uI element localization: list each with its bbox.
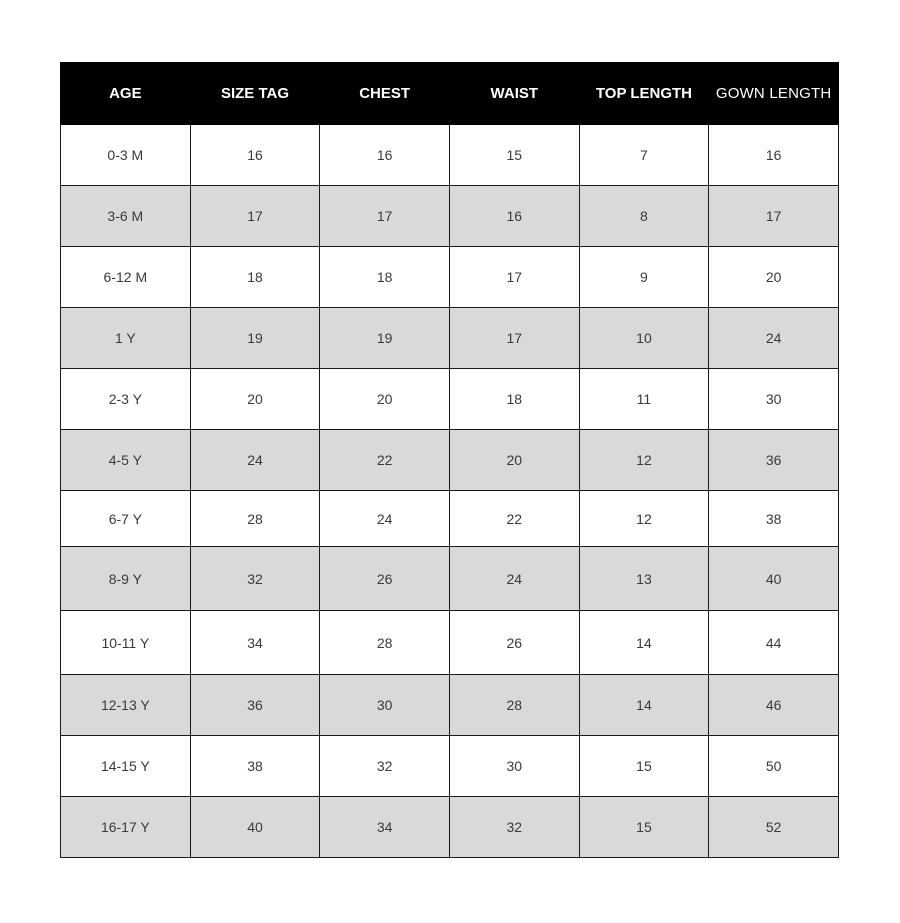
cell-top-length: 15 xyxy=(579,736,709,797)
table-row xyxy=(61,797,839,858)
table-row xyxy=(61,491,839,547)
cell-chest: 18 xyxy=(320,247,450,308)
table-row xyxy=(61,125,839,186)
header-age: AGE xyxy=(61,63,191,125)
cell-chest: 34 xyxy=(320,797,450,858)
cell-chest: 24 xyxy=(320,491,450,547)
cell-gown-length: 50 xyxy=(709,736,839,797)
cell-age: 16-17 Y xyxy=(61,797,191,858)
header-size-tag: SIZE TAG xyxy=(190,63,320,125)
table-body xyxy=(61,125,839,858)
cell-waist: 16 xyxy=(449,186,579,247)
cell-gown-length: 38 xyxy=(709,491,839,547)
cell-top-length: 8 xyxy=(579,186,709,247)
table-row xyxy=(61,247,839,308)
cell-size-tag: 17 xyxy=(190,186,320,247)
size-chart-table xyxy=(60,62,839,858)
cell-age: 3-6 M xyxy=(61,186,191,247)
cell-age: 4-5 Y xyxy=(61,430,191,491)
cell-waist: 17 xyxy=(449,247,579,308)
header-gown-length: GOWN LENGTH xyxy=(709,63,839,125)
cell-gown-length: 36 xyxy=(709,430,839,491)
cell-size-tag: 38 xyxy=(190,736,320,797)
cell-top-length: 10 xyxy=(579,308,709,369)
header-chest: CHEST xyxy=(320,63,450,125)
cell-chest: 20 xyxy=(320,369,450,430)
cell-size-tag: 20 xyxy=(190,369,320,430)
cell-top-length: 9 xyxy=(579,247,709,308)
table-row xyxy=(61,369,839,430)
cell-size-tag: 16 xyxy=(190,125,320,186)
cell-waist: 17 xyxy=(449,308,579,369)
cell-gown-length: 46 xyxy=(709,675,839,736)
cell-size-tag: 40 xyxy=(190,797,320,858)
cell-chest: 17 xyxy=(320,186,450,247)
table-row xyxy=(61,430,839,491)
cell-waist: 32 xyxy=(449,797,579,858)
cell-top-length: 13 xyxy=(579,547,709,611)
cell-size-tag: 34 xyxy=(190,611,320,675)
cell-waist: 18 xyxy=(449,369,579,430)
cell-age: 8-9 Y xyxy=(61,547,191,611)
cell-gown-length: 30 xyxy=(709,369,839,430)
cell-age: 10-11 Y xyxy=(61,611,191,675)
cell-age: 6-12 M xyxy=(61,247,191,308)
cell-top-length: 12 xyxy=(579,430,709,491)
cell-gown-length: 44 xyxy=(709,611,839,675)
cell-top-length: 12 xyxy=(579,491,709,547)
header-top-length: TOP LENGTH xyxy=(579,63,709,125)
table-row xyxy=(61,611,839,675)
cell-chest: 30 xyxy=(320,675,450,736)
cell-waist: 26 xyxy=(449,611,579,675)
cell-size-tag: 36 xyxy=(190,675,320,736)
cell-age: 14-15 Y xyxy=(61,736,191,797)
header-row xyxy=(61,63,839,125)
cell-gown-length: 40 xyxy=(709,547,839,611)
cell-chest: 22 xyxy=(320,430,450,491)
table-row xyxy=(61,308,839,369)
cell-size-tag: 19 xyxy=(190,308,320,369)
cell-waist: 20 xyxy=(449,430,579,491)
cell-waist: 15 xyxy=(449,125,579,186)
cell-chest: 28 xyxy=(320,611,450,675)
cell-waist: 30 xyxy=(449,736,579,797)
header-waist: WAIST xyxy=(449,63,579,125)
cell-waist: 24 xyxy=(449,547,579,611)
cell-top-length: 7 xyxy=(579,125,709,186)
cell-age: 2-3 Y xyxy=(61,369,191,430)
cell-chest: 16 xyxy=(320,125,450,186)
cell-gown-length: 16 xyxy=(709,125,839,186)
cell-size-tag: 18 xyxy=(190,247,320,308)
cell-top-length: 11 xyxy=(579,369,709,430)
cell-gown-length: 17 xyxy=(709,186,839,247)
cell-size-tag: 32 xyxy=(190,547,320,611)
cell-size-tag: 24 xyxy=(190,430,320,491)
cell-age: 0-3 M xyxy=(61,125,191,186)
cell-top-length: 15 xyxy=(579,797,709,858)
cell-chest: 32 xyxy=(320,736,450,797)
cell-size-tag: 28 xyxy=(190,491,320,547)
cell-waist: 28 xyxy=(449,675,579,736)
cell-waist: 22 xyxy=(449,491,579,547)
cell-top-length: 14 xyxy=(579,675,709,736)
table-row xyxy=(61,186,839,247)
cell-age: 6-7 Y xyxy=(61,491,191,547)
cell-gown-length: 24 xyxy=(709,308,839,369)
cell-age: 1 Y xyxy=(61,308,191,369)
cell-gown-length: 52 xyxy=(709,797,839,858)
cell-age: 12-13 Y xyxy=(61,675,191,736)
table-row xyxy=(61,736,839,797)
cell-top-length: 14 xyxy=(579,611,709,675)
cell-gown-length: 20 xyxy=(709,247,839,308)
table-row xyxy=(61,675,839,736)
cell-chest: 19 xyxy=(320,308,450,369)
cell-chest: 26 xyxy=(320,547,450,611)
table-row xyxy=(61,547,839,611)
